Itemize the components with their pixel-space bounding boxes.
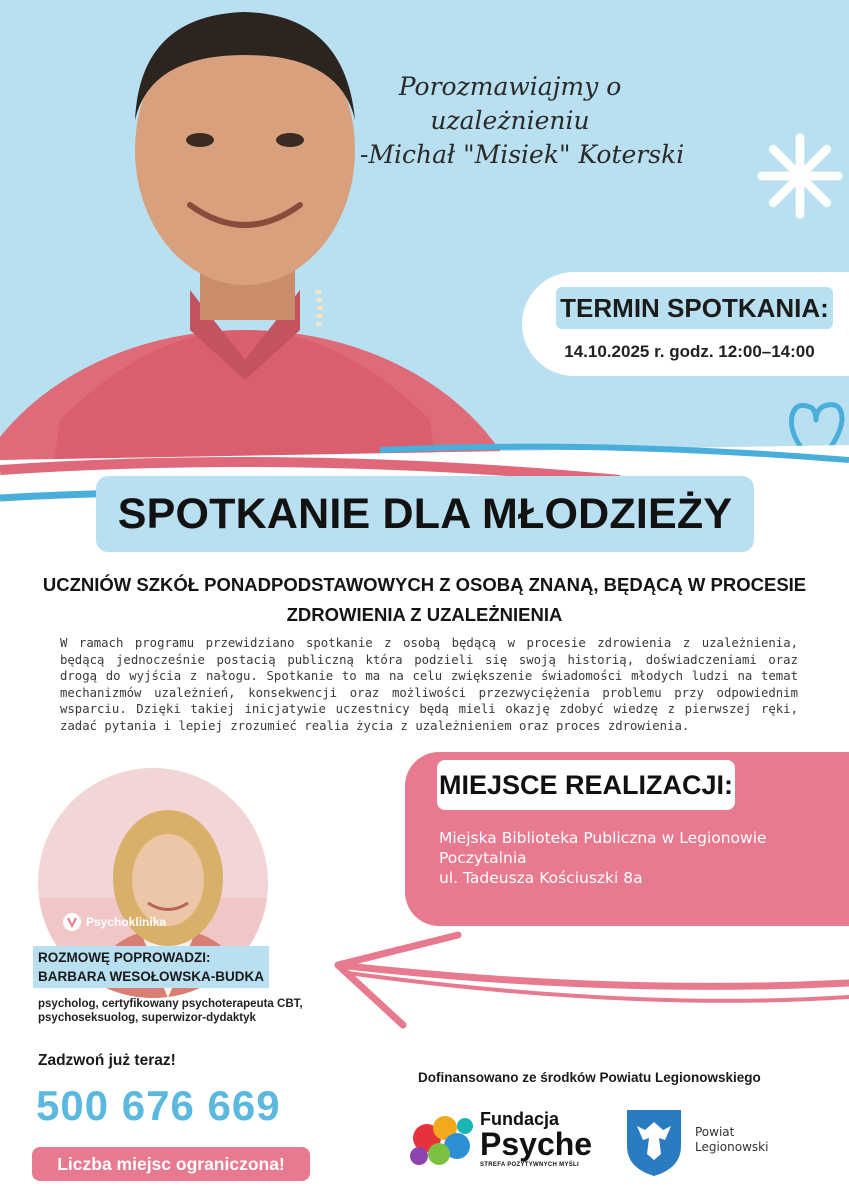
moderator-desc-line: psychoseksuolog, superwizor-dydaktyk	[38, 1012, 256, 1024]
arrow-doodle-icon	[308, 925, 849, 1035]
psyche-line2: Psyche	[480, 1126, 593, 1162]
subheadline	[0, 570, 849, 630]
quote-line: Porozmawiajmy o	[398, 72, 622, 101]
limited-seats-badge: Liczba miejsc ograniczona!	[32, 1147, 310, 1181]
moderator-name: BARBARA WESOŁOWSKA-BUDKA	[38, 969, 264, 984]
miejsce-address	[439, 828, 839, 888]
flower-doodle-icon	[752, 128, 848, 224]
psyche-wordmark	[480, 1110, 592, 1168]
hero-quote	[360, 70, 685, 172]
psyche-tagline: STREFA POZYTYWNYCH MYŚLI	[480, 1162, 579, 1168]
moderator-desc-line: psycholog, certyfikowany psychoterapeuta CBT,	[38, 998, 303, 1010]
main-headline: SPOTKANIE DLA MŁODZIEŻY	[96, 476, 754, 552]
termin-label: TERMIN SPOTKANIA:	[556, 287, 833, 329]
subheadline-line: ZDROWIENIA Z UZALEŻNIENIA	[286, 604, 563, 625]
psyche-line1: Fundacja	[480, 1109, 560, 1129]
miejsce-label: MIEJSCE REALIZACJI:	[437, 760, 735, 810]
quote-line: -Michał "Misiek" Koterski	[360, 140, 685, 169]
powiat-crest-icon	[625, 1108, 683, 1178]
address-line: ul. Tadeusza Kościuszki 8a	[439, 869, 643, 887]
psychoklinika-logo-icon	[62, 912, 82, 932]
psychoklinika-text: Psychoklinika	[86, 915, 167, 929]
powiat-line: Legionowski	[695, 1140, 769, 1154]
funding-text: Dofinansowano ze środków Powiatu Legionowskiego	[418, 1070, 761, 1085]
moderator-description	[38, 997, 338, 1025]
call-prompt: Zadzwoń już teraz!	[38, 1052, 176, 1069]
phone-number[interactable]: 500 676 669	[36, 1082, 281, 1129]
moderator-label	[33, 946, 269, 988]
psychoklinika-watermark	[62, 912, 166, 932]
address-line: Miejska Biblioteka Publiczna w Legionowie	[439, 829, 767, 847]
quote-line: uzależnieniu	[430, 106, 590, 135]
moderator-heading: ROZMOWĘ POPROWADZI:	[38, 950, 211, 965]
address-line: Poczytalnia	[439, 849, 527, 867]
termin-date: 14.10.2025 r. godz. 12:00–14:00	[564, 342, 815, 361]
subheadline-line: UCZNIÓW SZKÓŁ PONADPODSTAWOWYCH Z OSOBĄ ZNANĄ, BĘDĄCĄ W PROCESIE	[42, 574, 807, 595]
description-paragraph: W ramach programu przewidziano spotkanie z osobą będącą w procesie zdrowienia z uzależnienia, będącą jednocześnie postacią publiczną która podzieli się swoją historią, doświadczeniami oraz drogą do wyjścia z nałogu. Spotkanie to ma na celu zwiększenie świadomości młodych ludzi na temat mechanizmów uzależnień, konsekwencji oraz możliwości przezwyciężenia problemu przy odpowiednim wsparciu. Dzięki takiej inicjatywie uczestnicy będą mieli okazję zdobyć wiedzę z pierwszej ręki, zadać pytania i lepiej zrozumieć realia życia z uzależnieniem oraz proces zdrowienia.	[60, 636, 798, 733]
powiat-text	[695, 1125, 768, 1155]
powiat-line: Powiat	[695, 1125, 735, 1139]
